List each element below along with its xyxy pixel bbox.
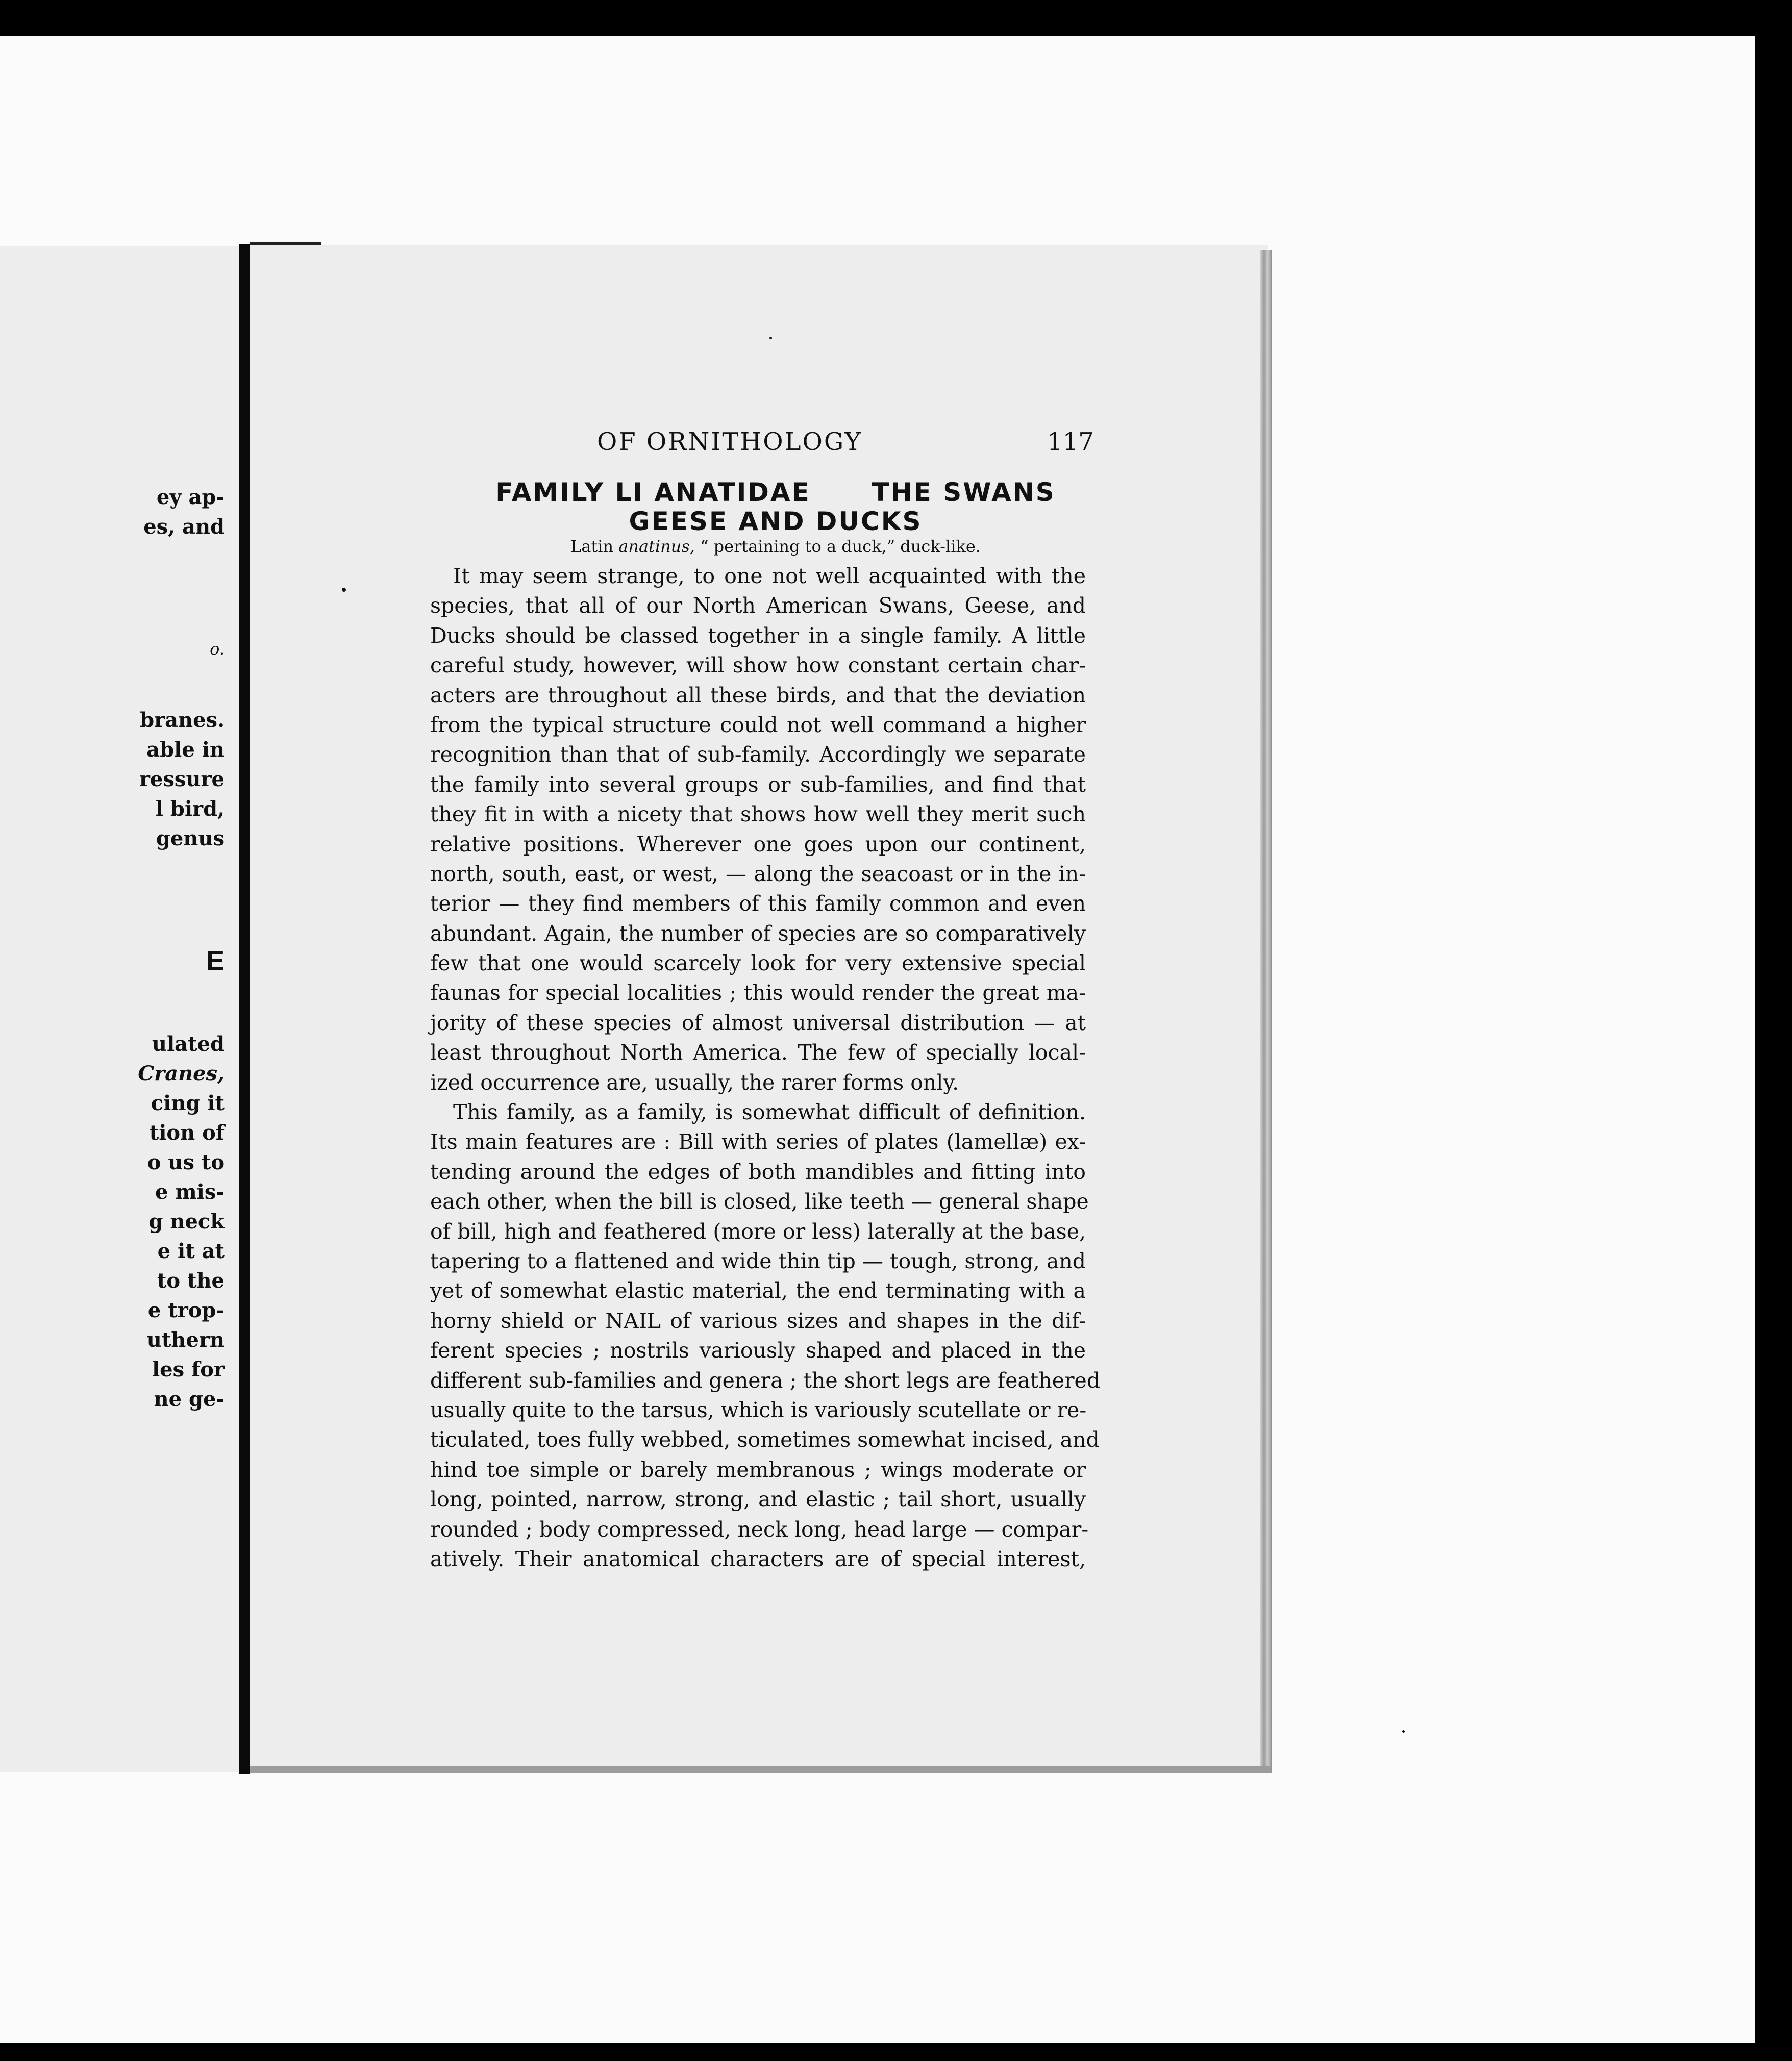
text-line: hind toe simple or barely membranous ; wings moderate or — [430, 1457, 1086, 1482]
etymology-note — [439, 537, 1112, 556]
text-line: the family into several groups or sub-families, and find that — [430, 772, 1086, 797]
etymology-word: anatinus, — [618, 537, 695, 556]
left-fragment-line: uthern — [146, 1328, 225, 1352]
left-page-fragment-group-5 — [138, 1029, 225, 1414]
etymology-prefix: Latin — [570, 537, 619, 556]
text-line: tapering to a flattened and wide thin tip — tough, strong, and — [430, 1248, 1086, 1273]
text-line: species, that all of our North American Swans, Geese, and — [430, 593, 1086, 618]
page-edge-stack — [1260, 250, 1272, 1773]
left-fragment-line: able in — [146, 738, 225, 762]
text-line: ized occurrence are, usually, the rarer forms only. — [430, 1070, 959, 1095]
left-fragment-line: g neck — [148, 1210, 225, 1234]
text-line: acters are throughout all these birds, and that the deviation — [430, 683, 1086, 708]
text-line: usually quite to the tarsus, which is variously scutellate or re- — [430, 1397, 1087, 1422]
etymology-rest: “ pertaining to a duck,” duck-like. — [694, 537, 981, 556]
text-line: relative positions. Wherever one goes upon our continent, — [430, 832, 1086, 857]
family-heading-line-2: GEESE AND DUCKS — [629, 507, 923, 536]
left-fragment-line: e mis- — [155, 1180, 225, 1204]
text-line: terior — they find members of this family common and even — [430, 891, 1086, 916]
text-line: least throughout North America. The few of specially local- — [430, 1040, 1086, 1065]
text-line: tending around the edges of both mandibles and fitting into — [430, 1159, 1086, 1184]
text-line: yet of somewhat elastic material, the end terminating with a — [430, 1278, 1086, 1303]
left-fragment-line: cing it — [151, 1091, 225, 1115]
left-page-fragment-group-3 — [139, 706, 225, 853]
text-line: each other, when the bill is closed, like teeth — general shape — [430, 1189, 1089, 1214]
left-fragment-line: ey ap- — [156, 485, 225, 509]
left-fragment-line: genus — [156, 826, 225, 850]
left-fragment-line: branes. — [140, 708, 225, 732]
speck — [1402, 1730, 1405, 1733]
family-heading-line-1 — [439, 477, 1112, 507]
text-line: ticulated, toes fully webbed, sometimes somewhat incised, and — [430, 1427, 1100, 1452]
text-line: ferent species ; nostrils variously shaped and placed in the — [430, 1338, 1086, 1363]
speck — [769, 337, 772, 339]
scan-border-top — [1021, 0, 1792, 36]
left-fragment-line: Cranes, — [138, 1062, 225, 1086]
text-line: rounded ; body compressed, neck long, head large — compar- — [430, 1517, 1089, 1542]
left-fragment-line: o. — [210, 639, 225, 659]
scan-border-right — [1755, 0, 1792, 2061]
left-fragment-line: es, and — [143, 515, 225, 539]
running-head: OF ORNITHOLOGY — [597, 428, 863, 456]
text-line: atively. Their anatomical characters are of special interest, — [430, 1546, 1086, 1571]
left-fragment-line: ulated — [152, 1032, 225, 1056]
text-line: It may seem strange, to one not well acquainted with the — [453, 564, 1086, 588]
left-fragment-line: o us to — [147, 1150, 225, 1174]
text-line: north, south, east, or west, — along the seacoast or in the in- — [430, 861, 1086, 886]
text-line: jority of these species of almost universal distribution — at — [430, 1010, 1086, 1035]
left-page-fragment-group-1 — [143, 483, 225, 542]
body-text — [430, 561, 1101, 1574]
left-fragment-line: e trop- — [147, 1298, 225, 1322]
text-line: abundant. Again, the number of species are so comparatively — [430, 921, 1086, 946]
family-heading-right: THE SWANS — [872, 477, 1056, 507]
text-line: Its main features are : Bill with series of plates (lamellæ) ex- — [430, 1129, 1086, 1154]
text-line: they fit in with a nicety that shows how well they merit such — [430, 802, 1086, 827]
left-fragment-line: l bird, — [155, 797, 225, 821]
left-fragment-line: to the — [157, 1269, 225, 1293]
text-line: long, pointed, narrow, strong, and elastic ; tail short, usually — [430, 1487, 1086, 1512]
left-fragment-line: ne ge- — [154, 1387, 225, 1411]
text-line: from the typical structure could not well command a higher — [430, 712, 1086, 737]
left-fragment-line: e it at — [157, 1239, 225, 1263]
page-number: 117 — [1047, 428, 1094, 456]
speck — [342, 588, 346, 592]
left-fragment-line: les for — [152, 1358, 225, 1381]
family-heading-left: FAMILY LI ANATIDAE — [495, 477, 811, 507]
text-line: recognition than that of sub-family. Accordingly we separate — [430, 742, 1086, 767]
page-bottom-edge — [250, 1766, 1271, 1773]
left-page — [0, 246, 240, 1772]
text-line: This family, as a family, is somewhat difficult of definition. — [453, 1100, 1086, 1125]
left-fragment-line: ressure — [139, 767, 225, 791]
text-line: different sub-families and genera ; the short legs are feathered — [430, 1368, 1101, 1393]
text-line: few that one would scarcely look for very extensive special — [430, 951, 1086, 976]
left-fragment-heading: E — [206, 946, 225, 976]
text-line: faunas for special localities ; this would render the great ma- — [430, 981, 1086, 1006]
text-line: horny shield or NAIL of various sizes and shapes in the dif- — [430, 1308, 1086, 1333]
left-fragment-line: tion of — [149, 1121, 225, 1145]
text-line: of bill, high and feathered (more or less) laterally at the base, — [430, 1219, 1086, 1244]
text-line: careful study, however, will show how constant certain char- — [430, 653, 1086, 678]
text-line: Ducks should be classed together in a single family. A little — [430, 623, 1086, 648]
book-gutter — [239, 244, 250, 1774]
